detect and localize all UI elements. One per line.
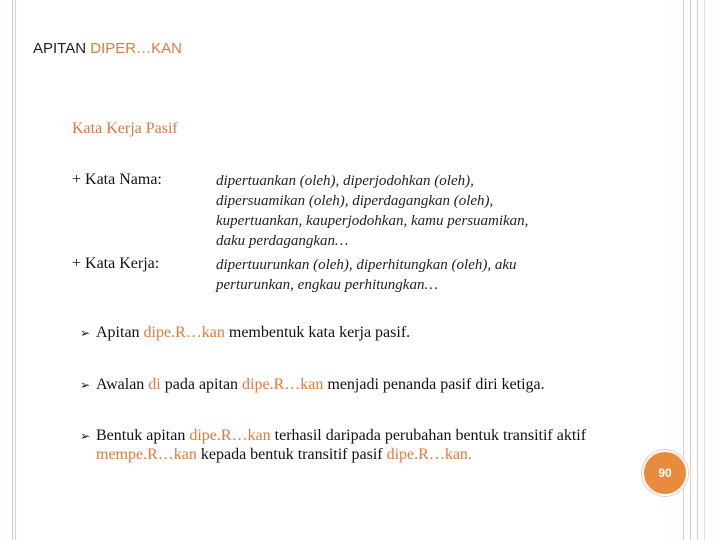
- page-number-badge: [642, 450, 688, 496]
- slide-title: [33, 40, 182, 57]
- kata-kerja-line: dipertuurunkan (oleh), diperhitungkan (oleh), aku: [216, 257, 517, 273]
- arrowhead-icon: ➢: [80, 326, 91, 340]
- arrowhead-icon: ➢: [80, 429, 91, 443]
- section-subtitle: Kata Kerja Pasif: [72, 120, 178, 137]
- bullet-highlight: dipe.R…kan: [242, 376, 324, 393]
- kata-nama-label: + Kata Nama:: [72, 171, 162, 188]
- bullet-highlight: mempe.R…kan: [96, 446, 197, 463]
- kata-kerja-label: + Kata Kerja:: [72, 255, 160, 272]
- kata-kerja-line: perturunkan, engkau perhitungkan…: [216, 277, 438, 293]
- bullet-text-part: Bentuk apitan: [96, 427, 190, 444]
- bullet-highlight: di: [148, 376, 161, 393]
- bullet-text-part: pada apitan: [160, 376, 243, 393]
- kata-nama-line: kupertuankan, kauperjodohkan, kamu persuamikan,: [216, 213, 529, 229]
- bullet-text-part: Awalan: [96, 376, 149, 393]
- page-number: 90: [658, 466, 672, 480]
- kata-nama-line: dipertuankan (oleh), diperjodohkan (oleh),: [216, 173, 474, 189]
- bullet-text-part: Apitan: [96, 324, 144, 341]
- kata-kerja-examples: [216, 255, 517, 295]
- kata-nama-line: daku perdagangkan…: [216, 233, 349, 249]
- bullet-text: [96, 426, 656, 464]
- border-line-left-2: [15, 0, 16, 540]
- bullet-text-part: membentuk kata kerja pasif.: [224, 324, 411, 341]
- border-line-left-1: [12, 0, 13, 540]
- title-highlight: DIPER…KAN: [90, 40, 182, 57]
- arrowhead-icon: ➢: [80, 378, 91, 392]
- bullet-text: [96, 375, 656, 394]
- bullet-text: [96, 323, 656, 342]
- bullet-highlight: dipe.R…kan: [189, 427, 271, 444]
- bullet-highlight: dipe.R…kan: [143, 324, 225, 341]
- border-line-right-2: [690, 0, 691, 540]
- border-line-right-4: [704, 0, 705, 540]
- bullet-text-part: menjadi penanda pasif diri ketiga.: [323, 376, 545, 393]
- bullet-text-part: kepada bentuk transitif pasif: [196, 446, 387, 463]
- border-line-right-3: [697, 0, 698, 540]
- kata-nama-line: dipersuamikan (oleh), diperdagangkan (oleh),: [216, 193, 494, 209]
- kata-nama-examples: [216, 171, 528, 251]
- title-prefix: APITAN: [33, 40, 91, 57]
- bullet-highlight: dipe.R…kan.: [386, 446, 472, 463]
- bullet-text-part: terhasil daripada perubahan bentuk transitif aktif: [270, 427, 587, 444]
